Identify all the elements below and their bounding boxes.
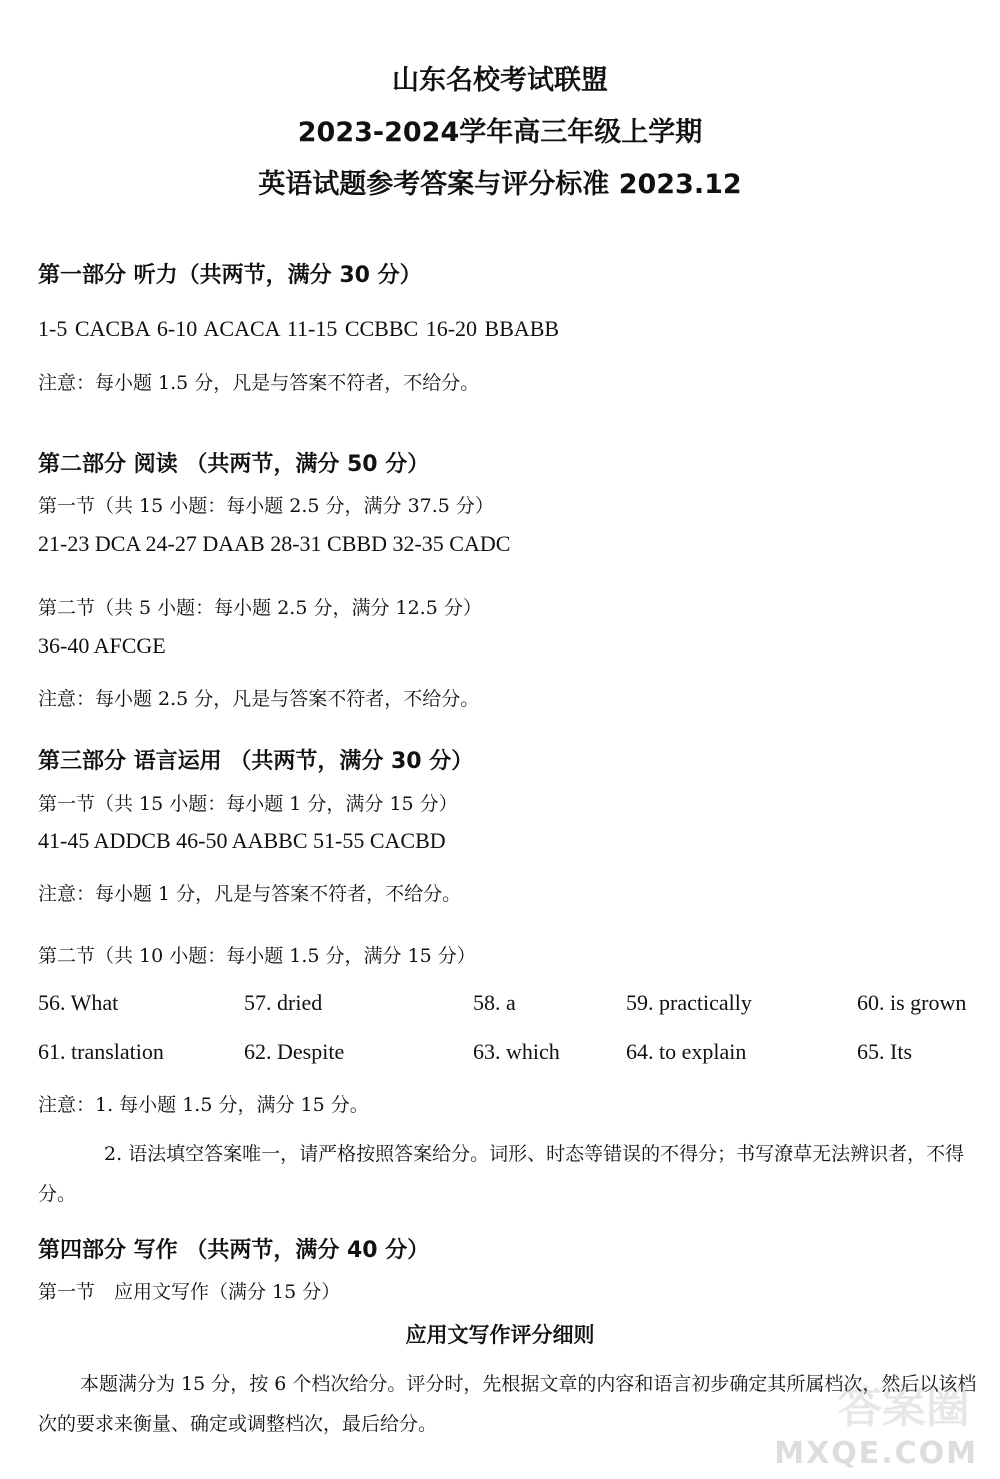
header-line-1: 山东名校考试联盟 bbox=[392, 65, 608, 96]
part2-section2-title: 第二节（共 5 小题：每小题 2.5 分，满分 12.5 分） bbox=[38, 597, 482, 619]
answer-62: 62. Despite bbox=[244, 1039, 345, 1064]
answer-58: 58. a bbox=[473, 990, 516, 1015]
part3-note-1: 注意：1. 每小题 1.5 分，满分 15 分。 bbox=[38, 1094, 369, 1116]
answer-63: 63. which bbox=[473, 1039, 560, 1064]
part3-section1-title: 第一节（共 15 小题：每小题 1 分，满分 15 分） bbox=[38, 793, 458, 815]
answer-56: 56. What bbox=[38, 990, 119, 1015]
part2-section2-answers: 36-40 AFCGE bbox=[38, 633, 166, 658]
part3-section1-answers: 41-45 ADDCB 46-50 AABBC 51-55 CACBD bbox=[38, 828, 446, 853]
part2-section1-title: 第一节（共 15 小题：每小题 2.5 分，满分 37.5 分） bbox=[38, 495, 494, 517]
answer-65: 65. Its bbox=[857, 1039, 912, 1064]
part2-heading: 第二部分 阅读 （共两节，满分 50 分） bbox=[38, 452, 430, 477]
part1-heading: 第一部分 听力（共两节，满分 30 分） bbox=[38, 263, 422, 288]
part2-section1-answers: 21-23 DCA 24-27 DAAB 28-31 CBBD 32-35 CADC bbox=[38, 531, 511, 556]
part4-section1-title: 第一节 应用文写作（满分 15 分） bbox=[38, 1281, 341, 1303]
part3-note-2: 2. 语法填空答案唯一，请严格按照答案给分。词形、时态等错误的不得分；书写潦草无法辨识者，不得分。 bbox=[38, 1143, 965, 1205]
writing-rules-title: 应用文写作评分细则 bbox=[405, 1323, 595, 1347]
writing-rules-text: 本题满分为 15 分，按 6 个档次给分。评分时，先根据文章的内容和语言初步确定其所属档次，然后以该档次的要求来衡量、确定或调整档次，最后给分。 bbox=[38, 1373, 977, 1435]
watermark-logo: 答案圈 bbox=[838, 1382, 970, 1433]
answer-64: 64. to explain bbox=[626, 1039, 747, 1064]
part3-section2-title: 第二节（共 10 小题：每小题 1.5 分，满分 15 分） bbox=[38, 945, 476, 967]
part4-heading: 第四部分 写作 （共两节，满分 40 分） bbox=[38, 1238, 430, 1263]
answer-57: 57. dried bbox=[244, 990, 323, 1015]
part1-answers: 1-5 CACBA 6-10 ACACA 11-15 CCBBC 16-20 BBABB bbox=[38, 316, 560, 341]
watermark-site: MXQE.COM bbox=[774, 1436, 978, 1471]
header-line-3: 英语试题参考答案与评分标准 2023.12 bbox=[258, 169, 742, 200]
answer-60: 60. is grown bbox=[857, 990, 967, 1015]
part1-note: 注意：每小题 1.5 分，凡是与答案不符者，不给分。 bbox=[38, 372, 480, 394]
answer-59: 59. practically bbox=[626, 990, 752, 1015]
part3-heading: 第三部分 语言运用 （共两节，满分 30 分） bbox=[38, 749, 474, 774]
part2-note: 注意：每小题 2.5 分，凡是与答案不符者，不给分。 bbox=[38, 688, 480, 710]
header-line-2: 2023-2024学年高三年级上学期 bbox=[297, 117, 703, 148]
part3-section1-note: 注意：每小题 1 分，凡是与答案不符者，不给分。 bbox=[38, 883, 462, 905]
answer-61: 61. translation bbox=[38, 1039, 164, 1064]
